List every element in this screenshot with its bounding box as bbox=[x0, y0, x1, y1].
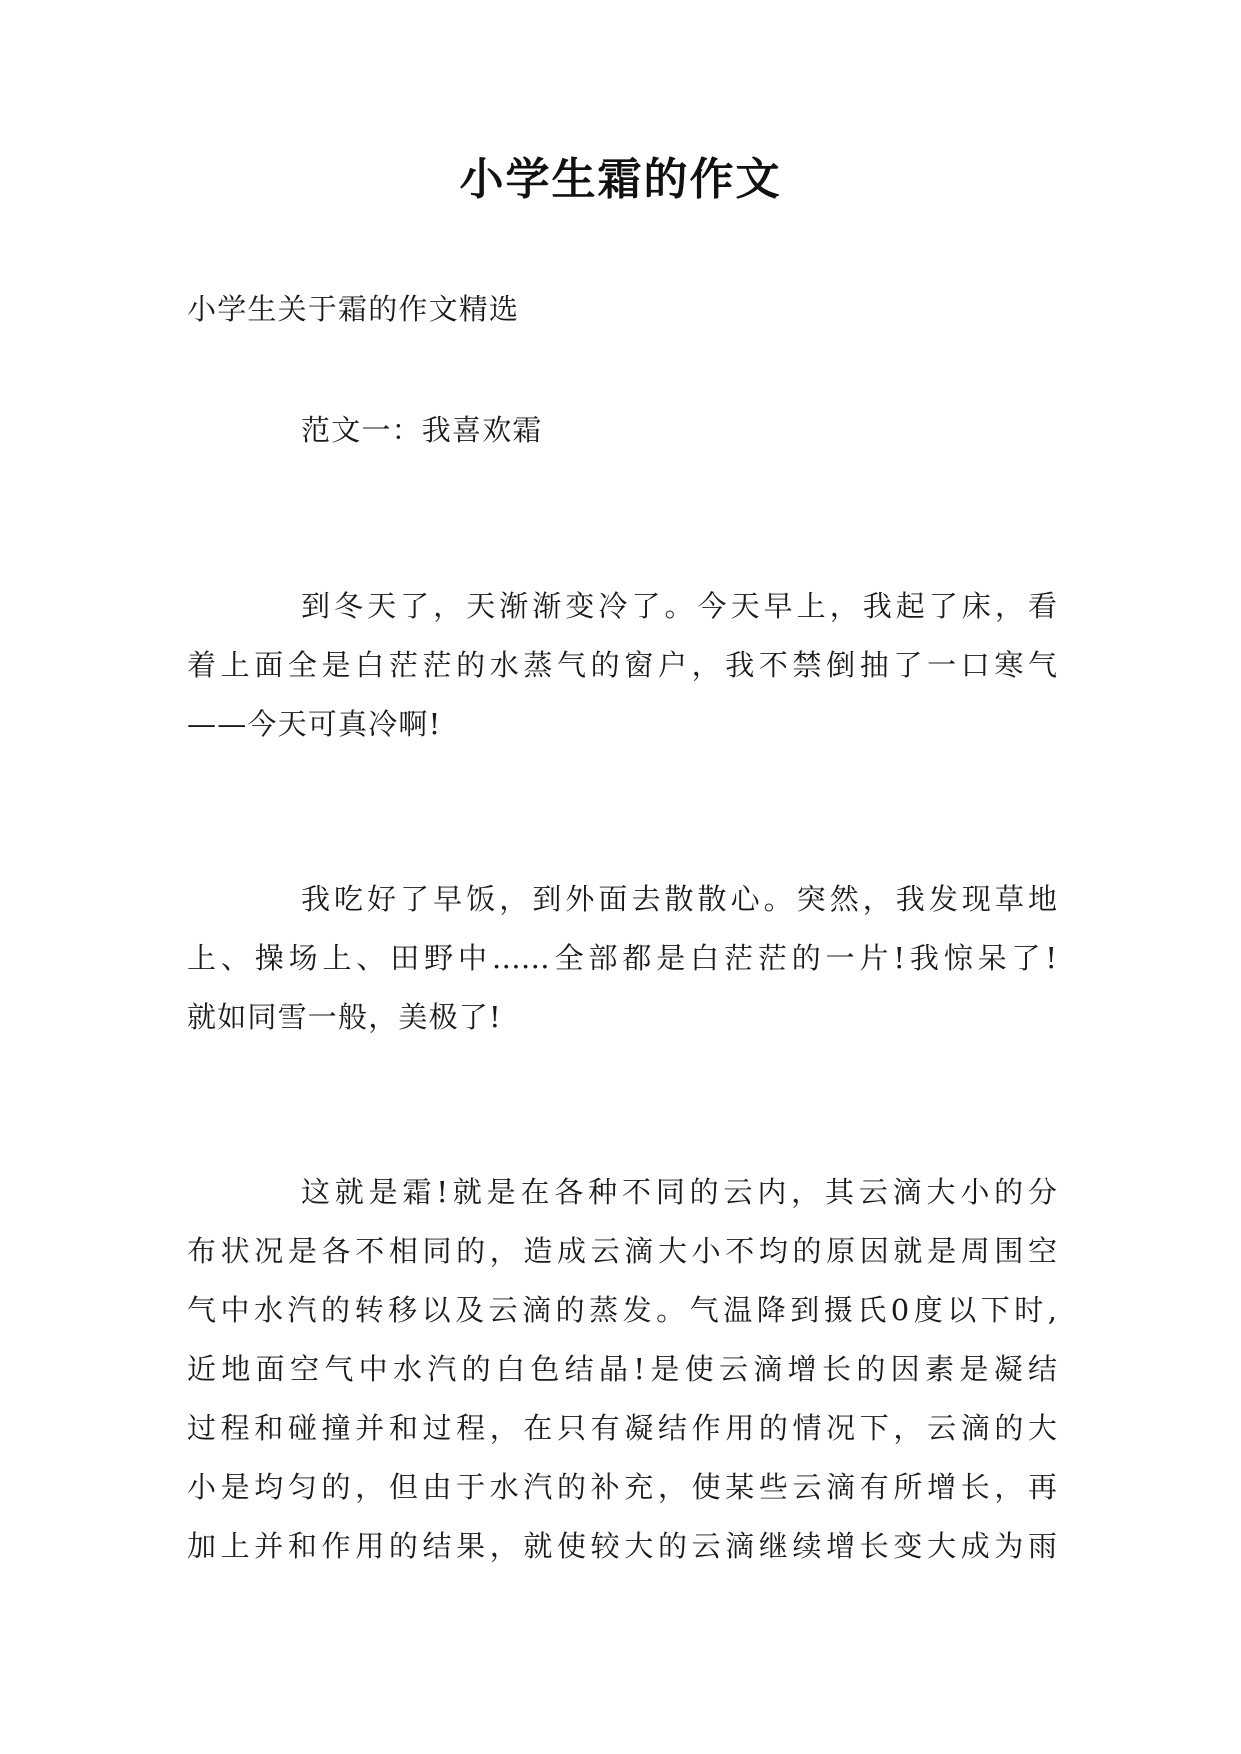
paragraph-line: 就如同雪一般，美极了! bbox=[187, 1000, 502, 1034]
paragraph-line: 布状况是各不相同的，造成云滴大小不均的原因就是周围空 bbox=[187, 1234, 1057, 1268]
paragraph-line: 到冬天了，天渐渐变冷了。今天早上，我起了床，看 bbox=[301, 589, 1057, 623]
document-title: 小学生霜的作文 bbox=[459, 154, 782, 205]
paragraph-line: 小是均匀的，但由于水汽的补充，使某些云滴有所增长，再 bbox=[187, 1470, 1057, 1504]
paragraph-line: 着上面全是白茫茫的水蒸气的窗户，我不禁倒抽了一口寒气 bbox=[187, 648, 1057, 682]
paragraph-line: 我吃好了早饭，到外面去散散心。突然，我发现草地 bbox=[301, 882, 1057, 916]
document-subtitle: 小学生关于霜的作文精选 bbox=[187, 292, 520, 326]
paragraph-line: 这就是霜!就是在各种不同的云内，其云滴大小的分 bbox=[301, 1175, 1057, 1209]
paragraph-line: 上、操场上、田野中……全部都是白茫茫的一片!我惊呆了! bbox=[187, 941, 1057, 975]
paragraph-line: 加上并和作用的结果，就使较大的云滴继续增长变大成为雨 bbox=[187, 1529, 1057, 1563]
paragraph-line: 气中水汽的转移以及云滴的蒸发。气温降到摄氏0度以下时, bbox=[187, 1293, 1057, 1327]
paragraph-line: ——今天可真冷啊! bbox=[187, 707, 442, 741]
section-heading: 范文一：我喜欢霜 bbox=[301, 413, 543, 447]
paragraph-line: 过程和碰撞并和过程，在只有凝结作用的情况下，云滴的大 bbox=[187, 1411, 1057, 1445]
paragraph-line: 近地面空气中水汽的白色结晶!是使云滴增长的因素是凝结 bbox=[187, 1352, 1057, 1386]
